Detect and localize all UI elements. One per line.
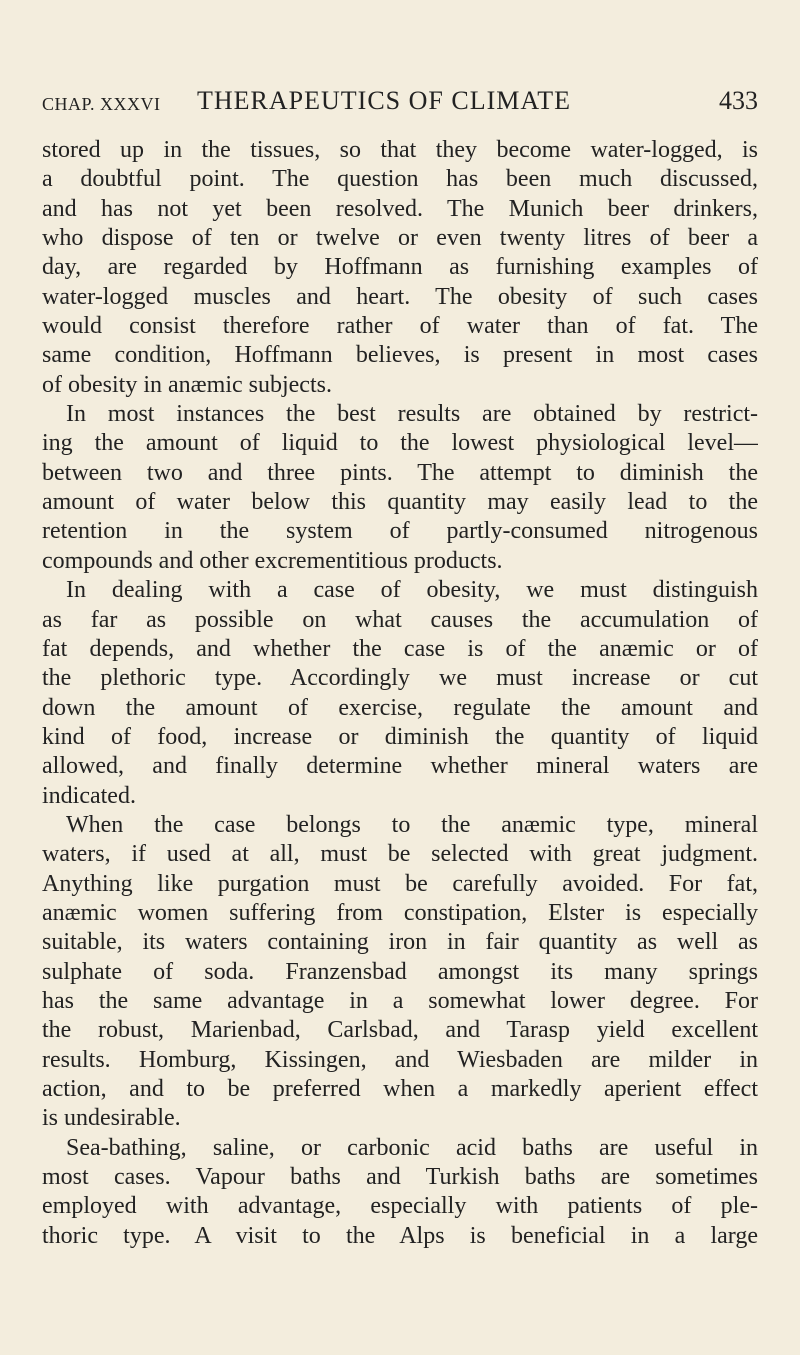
text-line: same condition, Hoffmann believes, is present in most cases <box>42 342 758 369</box>
text-line: is undesirable. <box>42 1105 181 1132</box>
text-line: would consist therefore rather of water than of fat. The <box>42 313 758 340</box>
text-line: waters, if used at all, must be selected with great judgment. <box>42 841 758 868</box>
text-line: most cases. Vapour baths and Turkish baths are sometimes <box>42 1164 758 1191</box>
page-number: 433 <box>719 86 758 115</box>
text-line: day, are regarded by Hoffmann as furnishing examples of <box>42 254 758 281</box>
text-line: down the amount of exercise, regulate the amount and <box>42 694 758 721</box>
text-line: allowed, and finally determine whether mineral waters are <box>42 753 758 780</box>
text-line: retention in the system of partly-consumed nitrogenous <box>42 518 758 545</box>
text-line: suitable, its waters containing iron in fair quantity as well as <box>42 929 758 956</box>
text-line: the robust, Marienbad, Carlsbad, and Tarasp yield excellent <box>42 1017 758 1044</box>
text-line: kind of food, increase or diminish the quantity of liquid <box>42 723 758 750</box>
text-line: When the case belongs to the anæmic type, mineral <box>66 811 758 838</box>
text-line: of obesity in anæmic subjects. <box>42 371 332 398</box>
text-line: employed with advantage, especially with patients of ple- <box>42 1193 758 1220</box>
page-title: THERAPEUTICS OF CLIMATE <box>197 86 572 115</box>
text-line: sulphate of soda. Franzensbad amongst its many springs <box>42 958 758 985</box>
text-line: who dispose of ten or twelve or even twenty litres of beer a <box>42 225 758 252</box>
text-line: Sea-bathing, saline, or carbonic acid baths are useful in <box>66 1134 758 1161</box>
text-line: action, and to be preferred when a markedly aperient effect <box>42 1076 758 1102</box>
text-line: a doubtful point. The question has been much discussed, <box>42 166 758 193</box>
text-line: In dealing with a case of obesity, we must distinguish <box>66 577 758 604</box>
text-line: amount of water below this quantity may easily lead to the <box>42 489 758 516</box>
body-text <box>42 136 758 1251</box>
text-line: thoric type. A visit to the Alps is beneficial in a large <box>42 1222 758 1249</box>
text-line: as far as possible on what causes the accumulation of <box>42 606 758 633</box>
text-line: Anything like purgation must be carefully avoided. For fat, <box>42 870 758 897</box>
running-header <box>42 86 758 126</box>
text-line: fat depends, and whether the case is of the anæmic or of <box>42 635 758 662</box>
text-line: In most instances the best results are obtained by restrict- <box>66 401 758 428</box>
text-line: the plethoric type. Accordingly we must increase or cut <box>42 665 758 692</box>
text-line: indicated. <box>42 782 136 809</box>
text-line: and has not yet been resolved. The Munich beer drinkers, <box>42 195 758 222</box>
text-line: anæmic women suffering from constipation, Elster is especially <box>42 899 758 926</box>
text-line: stored up in the tissues, so that they become water-logged, is <box>42 137 758 163</box>
text-line: water-logged muscles and heart. The obesity of such cases <box>42 283 758 310</box>
text-line: between two and three pints. The attempt to diminish the <box>42 459 758 486</box>
text-line: ing the amount of liquid to the lowest physiological level— <box>42 430 758 457</box>
text-line: results. Homburg, Kissingen, and Wiesbaden are milder in <box>42 1046 758 1073</box>
text-line: has the same advantage in a somewhat lower degree. For <box>42 987 758 1014</box>
chapter-label: CHAP. XXXVI <box>42 94 161 114</box>
text-line: compounds and other excrementitious products. <box>42 547 503 574</box>
